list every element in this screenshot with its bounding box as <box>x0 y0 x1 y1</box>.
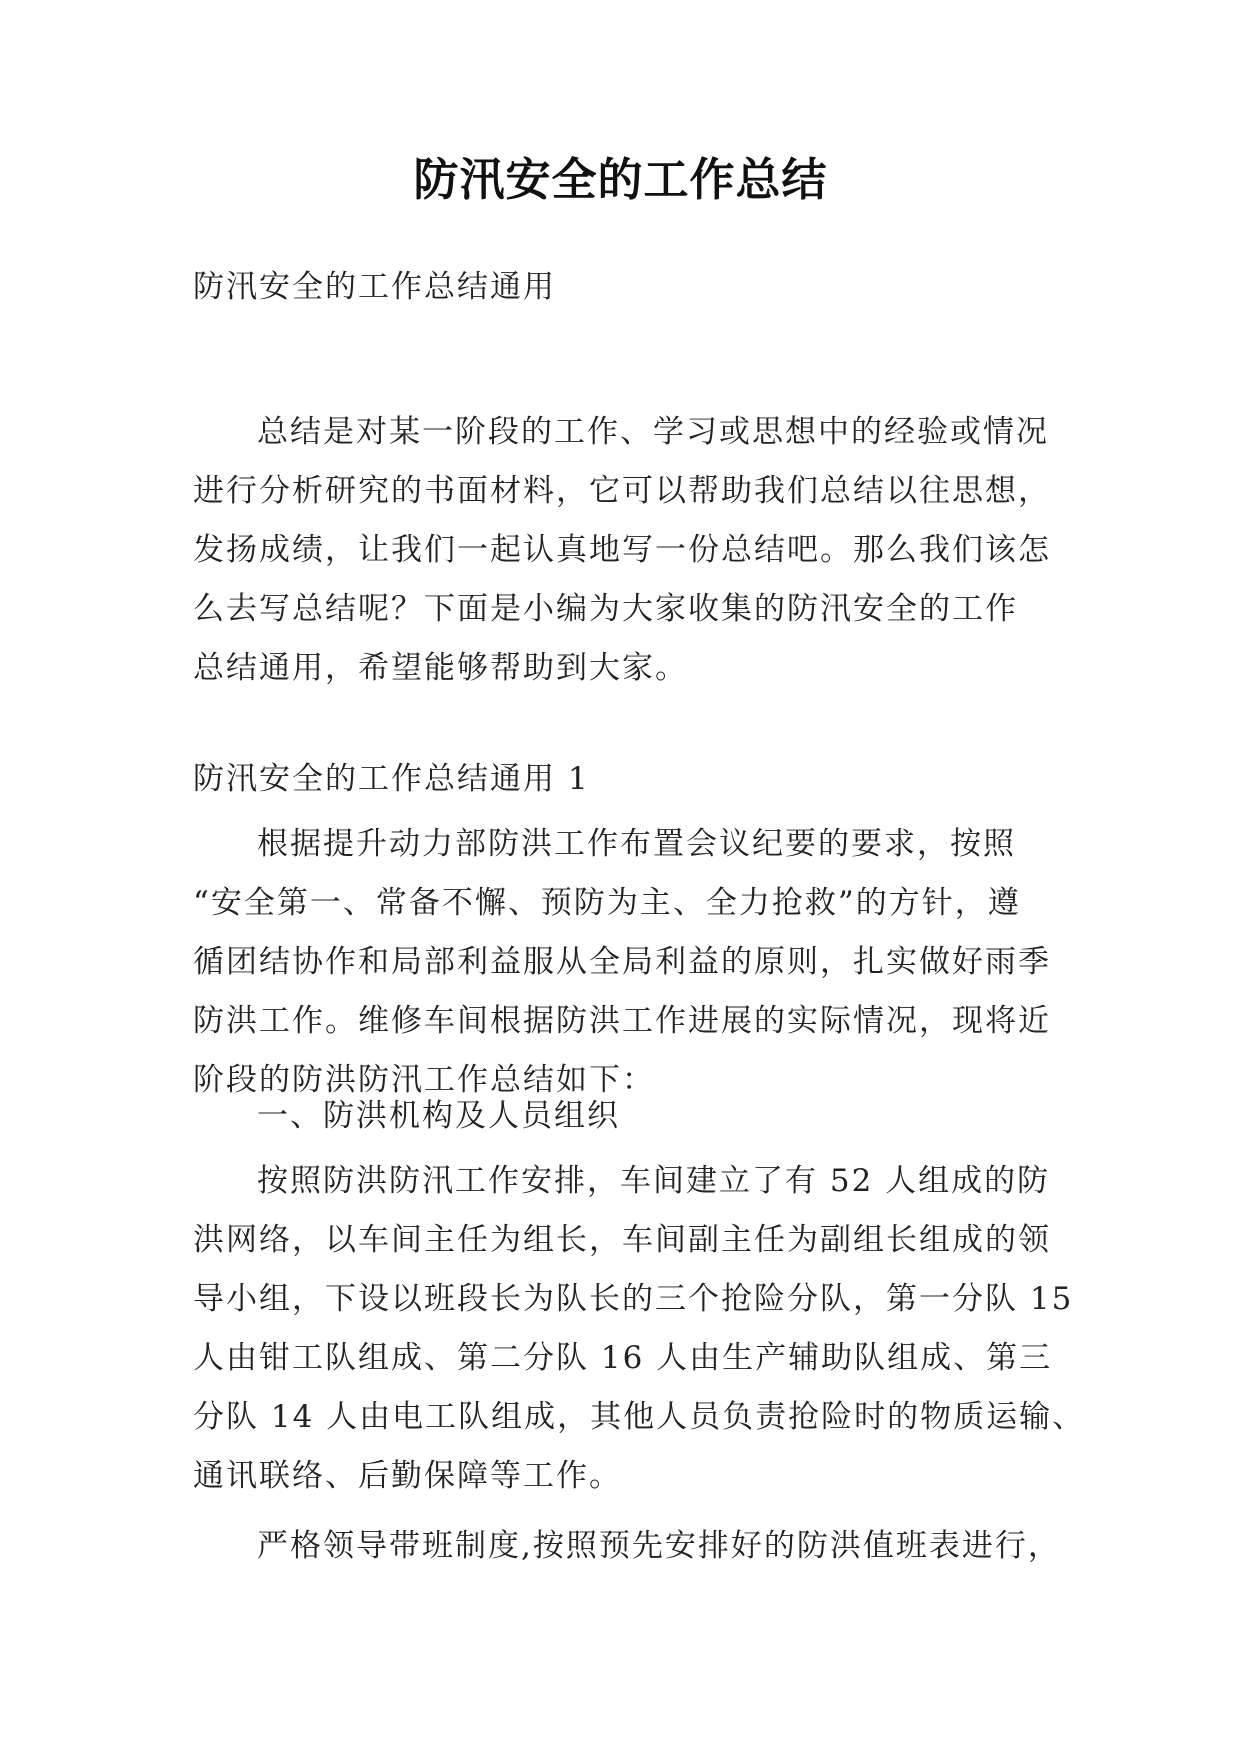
text-line: 洪网络，以车间主任为组长，车间副主任为副组长组成的领 <box>193 1222 1051 1258</box>
document-subtitle <box>193 258 1073 317</box>
text-line: 根据提升动力部防洪工作布置会议纪要的要求，按照 <box>257 826 1016 862</box>
text-line: 导小组，下设以班段长为队长的三个抢险分队，第一分队 15 <box>193 1281 1074 1317</box>
text-line: 阶段的防洪防汛工作总结如下： <box>193 1062 655 1098</box>
org-heading <box>193 1087 1073 1146</box>
text-line: 分队 14 人由电工队组成，其他人员负责抢险时的物质运输、 <box>193 1399 1086 1435</box>
text-line: 人由钳工队组成、第二分队 16 人由生产辅助队组成、第三 <box>193 1340 1053 1376</box>
org-paragraph <box>193 1152 1086 1506</box>
document-title: 防汛安全的工作总结 <box>413 153 828 206</box>
text-line: “安全第一、常备不懈、预防为主、全力抢救”的方针，遵 <box>193 885 1021 921</box>
section-paragraph <box>193 815 1073 1110</box>
duty-paragraph <box>193 1517 1073 1576</box>
text-line: 总结是对某一阶段的工作、学习或思想中的经验或情况 <box>257 414 1049 450</box>
intro-paragraph <box>193 403 1073 698</box>
text-line: 按照防洪防汛工作安排，车间建立了有 52 人组成的防 <box>257 1163 1051 1199</box>
section-heading-line: 防汛安全的工作总结通用 1 <box>193 761 590 797</box>
text-line: 么去写总结呢？下面是小编为大家收集的防汛安全的工作 <box>193 591 1018 627</box>
subtitle-line: 防汛安全的工作总结通用 <box>193 269 556 305</box>
text-line: 总结通用，希望能够帮助到大家。 <box>193 650 688 686</box>
text-line: 发扬成绩，让我们一起认真地写一份总结吧。那么我们该怎 <box>193 532 1051 568</box>
text-line: 进行分析研究的书面材料，它可以帮助我们总结以往思想， <box>193 473 1051 509</box>
text-line: 严格领导带班制度,按照预先安排好的防洪值班表进行， <box>257 1528 1061 1564</box>
text-line: 通讯联络、后勤保障等工作。 <box>193 1458 622 1494</box>
text-line: 防洪工作。维修车间根据防洪工作进展的实际情况，现将近 <box>193 1003 1051 1039</box>
org-heading-line: 一、防洪机构及人员组织 <box>257 1098 620 1134</box>
section-heading <box>193 750 1073 809</box>
text-line: 循团结协作和局部利益服从全局利益的原则，扎实做好雨季 <box>193 944 1051 980</box>
